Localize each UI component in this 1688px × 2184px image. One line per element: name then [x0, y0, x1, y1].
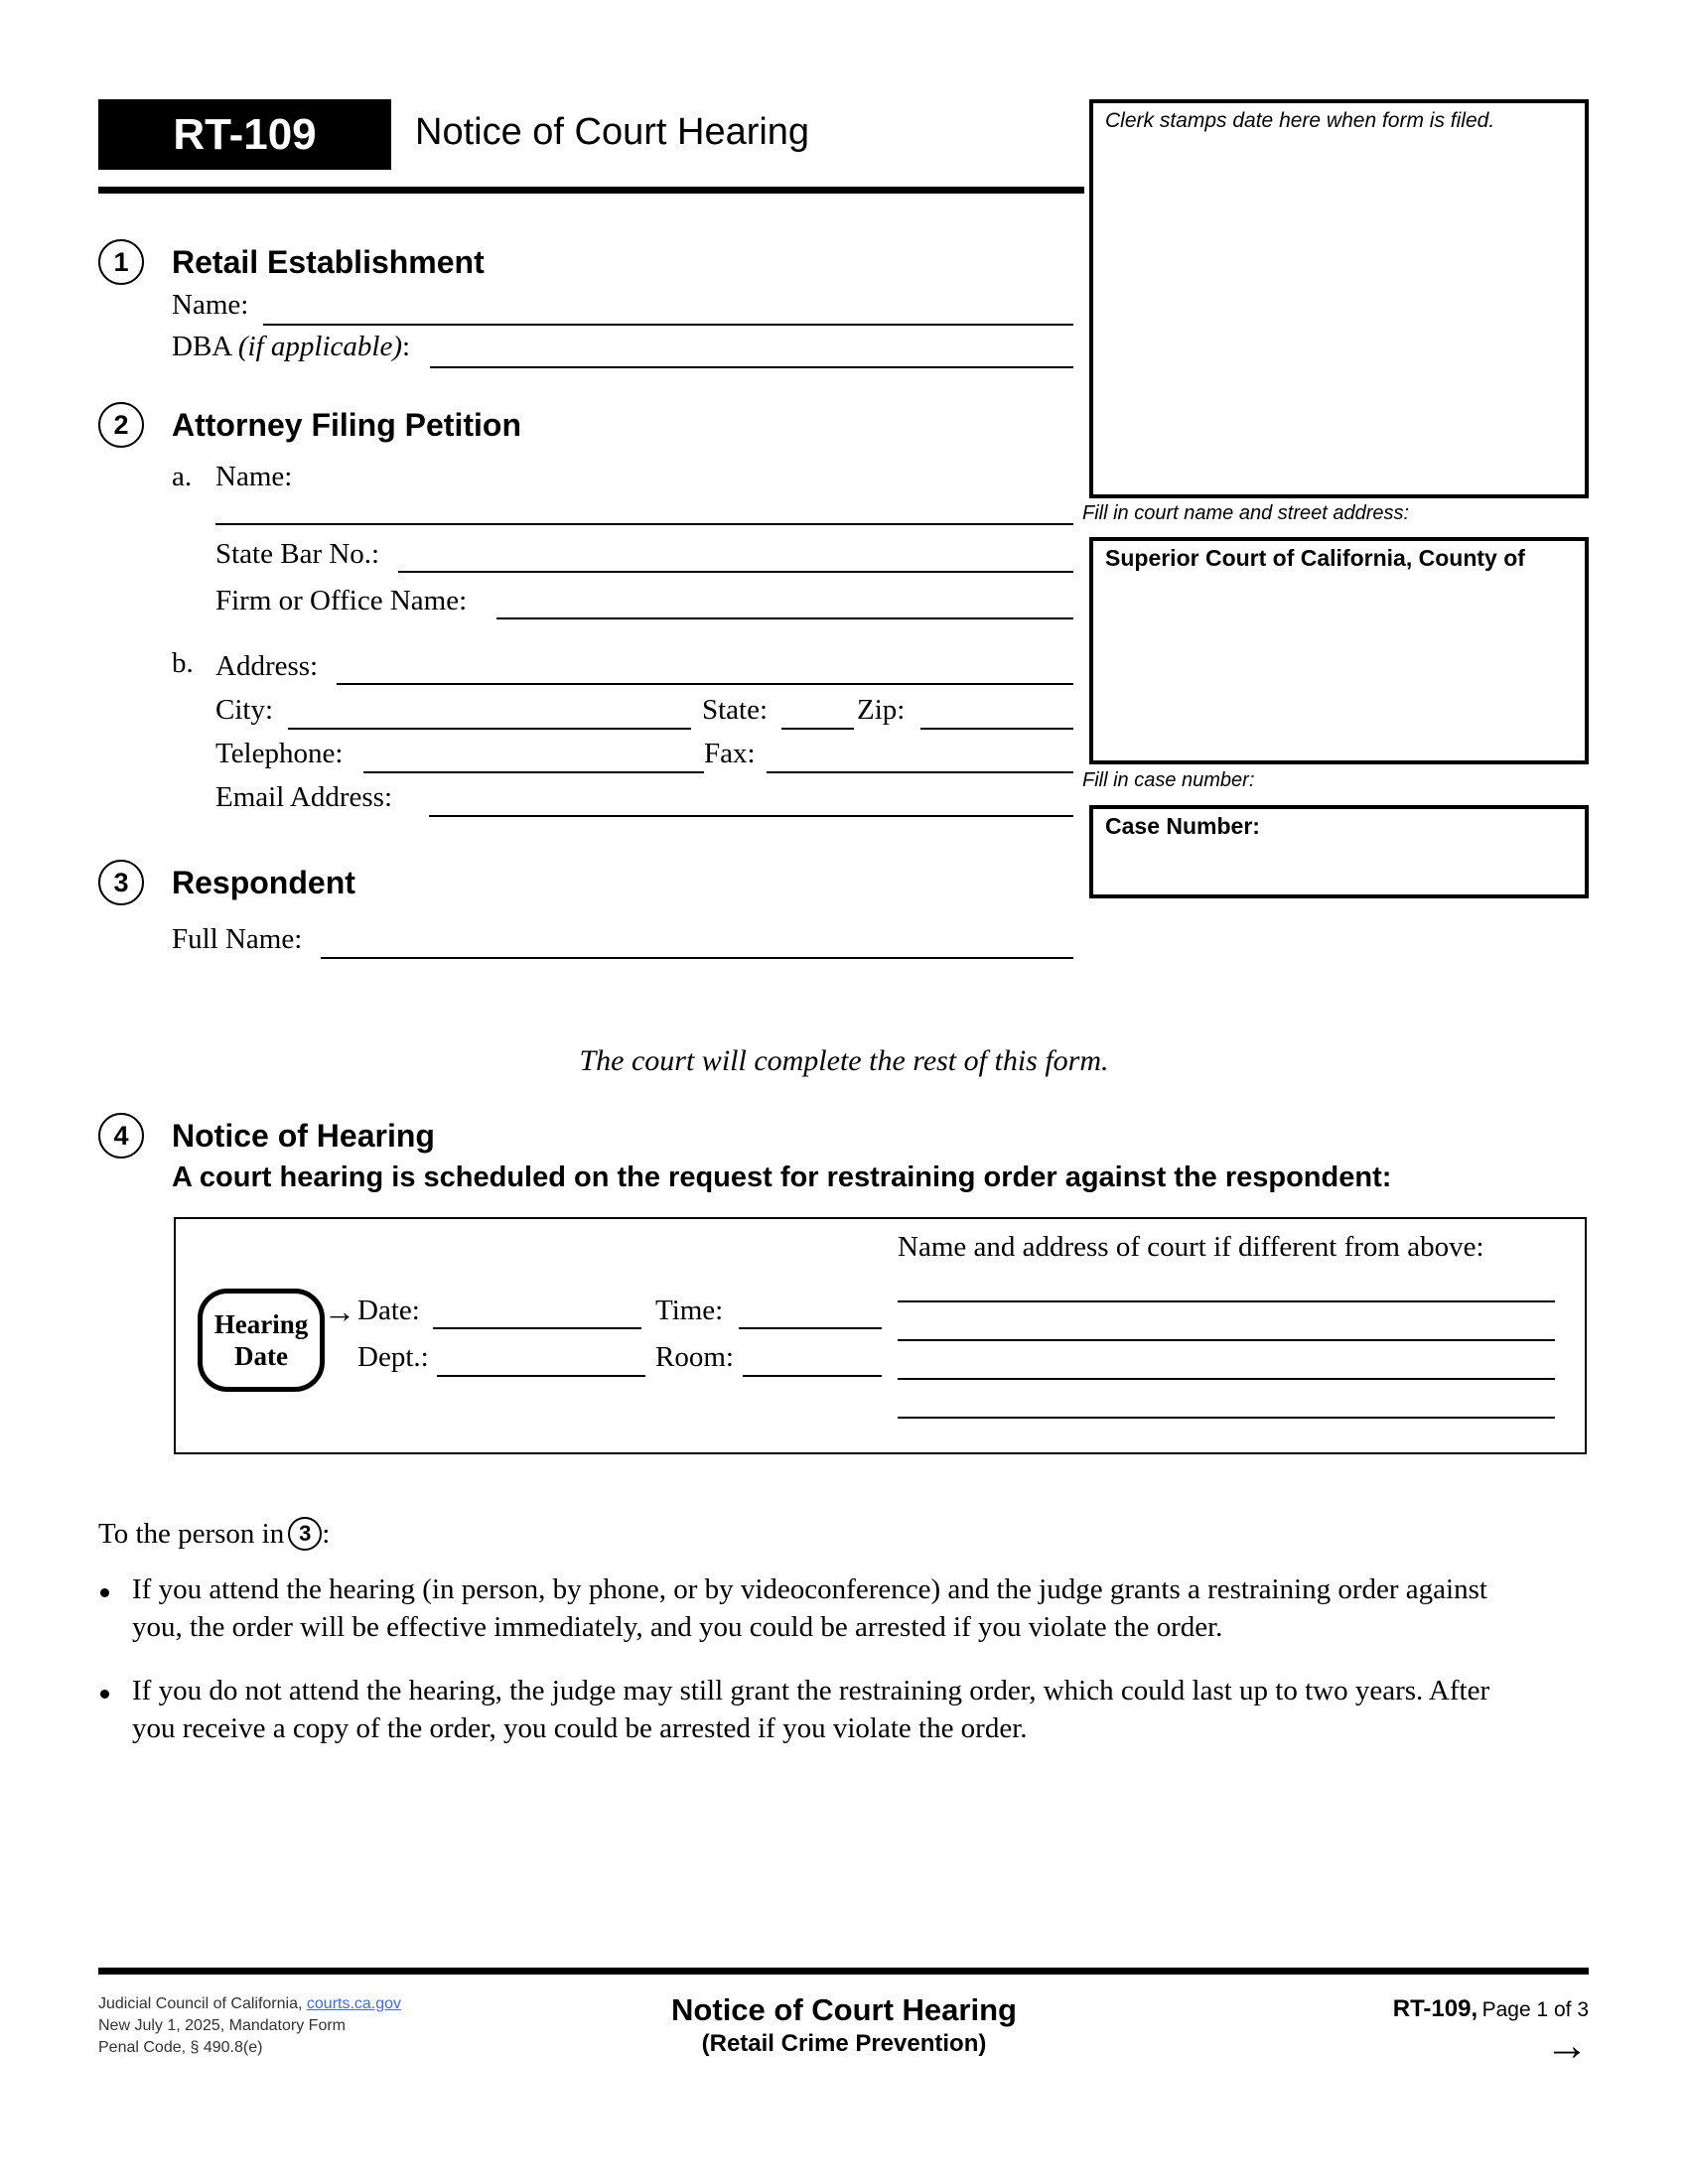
header-rule	[98, 187, 1084, 194]
next-page-arrow-icon[interactable]: →	[1545, 2021, 1589, 2070]
telephone-label: Telephone:	[215, 738, 344, 769]
notice-intro-prefix: To the person in	[98, 1517, 285, 1550]
case-number-field[interactable]	[1089, 805, 1589, 898]
dba-hint: (if applicable)	[237, 331, 402, 362]
court-prefilled-text: Superior Court of California, County of	[1105, 545, 1525, 571]
notice-bullet-2-line-2: you receive a copy of the order, you could be arrested if you violate the order.	[132, 1712, 1028, 1744]
dba-label-text: DBA	[172, 331, 231, 362]
section-3-ref-icon: 3	[288, 1517, 322, 1551]
firm-name-input[interactable]	[496, 617, 1073, 619]
state-bar-input[interactable]	[398, 571, 1073, 573]
section-3-title: Respondent	[172, 865, 355, 900]
telephone-input[interactable]	[363, 771, 704, 773]
footer-form-id: RT-109,	[1392, 1995, 1478, 2022]
hearing-date-badge	[198, 1289, 325, 1392]
footer-title: Notice of Court Hearing	[671, 1992, 1017, 2027]
alt-court-line-2[interactable]	[898, 1339, 1555, 1341]
city-input[interactable]	[288, 728, 691, 730]
firm-name-label: Firm or Office Name:	[215, 585, 468, 616]
state-label: State:	[702, 694, 769, 726]
respondent-name-input[interactable]	[321, 957, 1073, 959]
footer-center	[596, 1991, 1092, 2059]
address-input[interactable]	[337, 683, 1073, 685]
dba-label	[172, 329, 410, 364]
notice-bullet-1	[132, 1570, 1487, 1646]
hearing-badge-line2: Date	[234, 1341, 288, 1371]
court-completes-note: The court will complete the rest of this form.	[579, 1044, 1109, 1077]
section-4-number-icon: 4	[98, 1113, 144, 1159]
form-id-badge	[98, 99, 391, 170]
hearing-dept-input[interactable]	[437, 1375, 645, 1377]
clerk-instruction: Clerk stamps date here when form is filed.	[1105, 109, 1495, 132]
section-4-title: Notice of Hearing	[172, 1118, 435, 1154]
fax-input[interactable]	[767, 771, 1073, 773]
bullet-icon	[100, 1690, 109, 1699]
footer-page-info	[1393, 1995, 1589, 2023]
attorney-name-label: Name:	[215, 461, 293, 492]
bullet-icon	[100, 1588, 109, 1597]
notice-bullet-1-line-1: If you attend the hearing (in person, by phone, or by videoconference) and the judge grants a restraining order against	[132, 1573, 1487, 1605]
dba-input[interactable]	[430, 366, 1073, 368]
clerk-stamp-box	[1089, 99, 1589, 498]
form-id: RT-109	[173, 109, 317, 159]
hearing-badge-line1: Hearing	[213, 1309, 309, 1339]
zip-input[interactable]	[920, 728, 1073, 730]
address-label: Address:	[215, 650, 319, 682]
section-2-number-icon: 2	[98, 402, 144, 448]
item-b-marker: b.	[172, 647, 194, 679]
section-2-title: Attorney Filing Petition	[172, 407, 521, 443]
footer-page-number: Page 1 of 3	[1481, 1998, 1589, 2021]
email-input[interactable]	[429, 815, 1073, 817]
footer-rule	[98, 1968, 1589, 1975]
case-number-label: Fill in case number:	[1082, 769, 1255, 791]
retail-name-label: Name:	[172, 289, 249, 321]
zip-label: Zip:	[857, 694, 906, 726]
alt-court-line-1[interactable]	[898, 1300, 1555, 1302]
alt-court-line-4[interactable]	[898, 1417, 1555, 1419]
email-label: Email Address:	[215, 781, 393, 813]
hearing-room-input[interactable]	[743, 1375, 882, 1377]
retail-name-input[interactable]	[263, 324, 1073, 326]
state-bar-label: State Bar No.:	[215, 538, 380, 570]
footer-council: Judicial Council of California,	[98, 1995, 303, 2012]
case-number-prefilled: Case Number:	[1105, 813, 1260, 839]
court-address-label: Fill in court name and street address:	[1082, 502, 1410, 524]
notice-bullet-1-line-2: you, the order will be effective immediately, and you could be arrested if you violate the order.	[132, 1611, 1223, 1643]
notice-intro	[98, 1517, 330, 1551]
city-label: City:	[215, 694, 274, 726]
attorney-name-input[interactable]	[215, 523, 1073, 525]
notice-intro-suffix: :	[322, 1517, 331, 1550]
hearing-date-label: Date:	[357, 1295, 420, 1326]
alt-court-line-3[interactable]	[898, 1378, 1555, 1380]
section-1-title: Retail Establishment	[172, 244, 485, 280]
section-1-number-icon: 1	[98, 239, 144, 285]
dba-colon: :	[401, 331, 411, 362]
notice-bullet-2-line-1: If you do not attend the hearing, the judge may still grant the restraining order, which could last up to two years. After	[132, 1675, 1490, 1706]
item-a-marker: a.	[172, 461, 193, 492]
hearing-dept-label: Dept.:	[357, 1341, 429, 1373]
hearing-date-input[interactable]	[433, 1327, 641, 1329]
section-3-number-icon: 3	[98, 860, 144, 905]
alt-court-label: Name and address of court if different from above:	[898, 1231, 1484, 1263]
fax-label: Fax:	[704, 738, 756, 769]
state-input[interactable]	[781, 728, 854, 730]
respondent-name-label: Full Name:	[172, 923, 303, 955]
footer-publisher	[98, 1993, 401, 2059]
hearing-time-input[interactable]	[739, 1327, 882, 1329]
form-title: Notice of Court Hearing	[415, 111, 810, 153]
arrow-right-icon: →	[324, 1294, 355, 1329]
hearing-room-label: Room:	[655, 1341, 734, 1373]
section-4-subtitle: A court hearing is scheduled on the request for restraining order against the respondent:	[172, 1161, 1392, 1193]
footer-code: Penal Code, § 490.8(e)	[98, 2039, 263, 2056]
courts-link[interactable]: courts.ca.gov	[306, 1995, 402, 2012]
footer-subtitle: (Retail Crime Prevention)	[701, 2030, 987, 2057]
notice-bullet-2	[132, 1672, 1489, 1747]
footer-revision: New July 1, 2025, Mandatory Form	[98, 2017, 346, 2034]
hearing-time-label: Time:	[655, 1295, 724, 1326]
court-address-field[interactable]	[1089, 537, 1589, 764]
